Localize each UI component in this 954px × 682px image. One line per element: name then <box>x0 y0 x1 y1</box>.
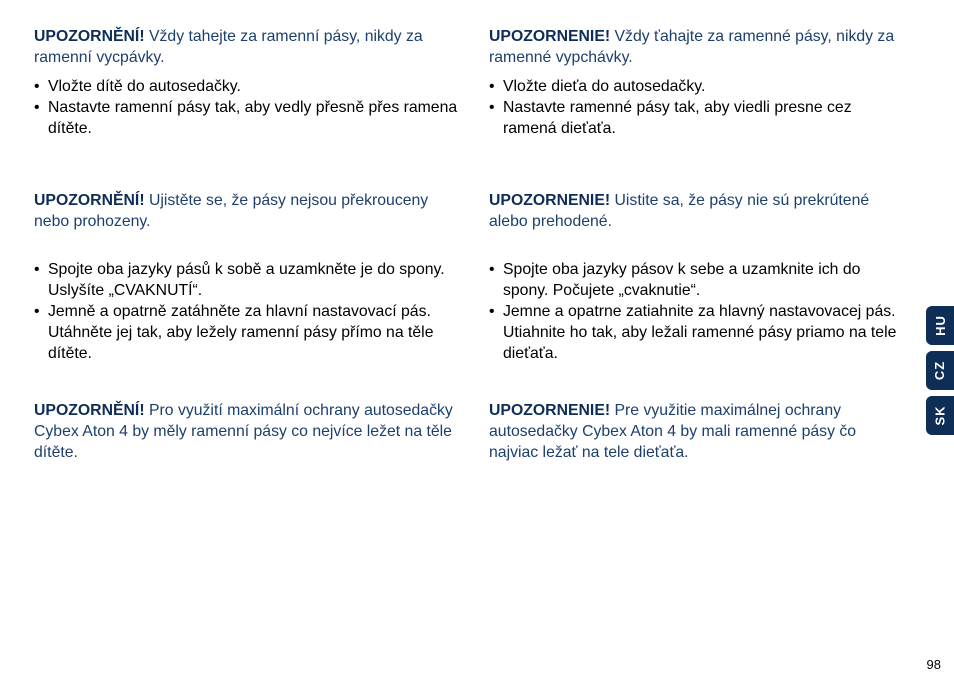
warning-text: Uistite sa, že pásy nie sú prekrútené alebo prehodené. <box>489 192 870 230</box>
warning-keyword: UPOZORNĚNÍ! <box>34 28 145 45</box>
cz-section-4 <box>34 400 464 463</box>
sk-bullet-list-2 <box>489 259 909 364</box>
warning-text: Vždy ťahajte za ramenné pásy, nikdy za ramenné vypchávky. <box>489 28 895 66</box>
sk-section-1 <box>489 26 909 139</box>
list-item: • Nastavte ramenní pásy tak, aby vedly přesně přes ramena dítěte. <box>34 97 464 139</box>
warning-keyword: UPOZORNENIE! <box>489 402 611 419</box>
cz-section-1 <box>34 26 464 139</box>
list-item: • Spojte oba jazyky pásů k sobě a uzamkněte je do spony. Uslyšíte „CVAKNUTÍ“. <box>34 259 464 301</box>
sk-warning-2 <box>489 190 909 232</box>
cz-warning-3 <box>34 400 464 463</box>
warning-text: Pre využitie maximálnej ochrany autosedačky Cybex Aton 4 by mali ramenné pásy čo najviac ležať na tele dieťaťa. <box>489 402 857 461</box>
warning-keyword: UPOZORNENIE! <box>489 192 611 209</box>
cz-section-3 <box>34 259 464 364</box>
cz-bullet-list-1 <box>34 76 464 139</box>
tab-label: CZ <box>932 360 948 381</box>
list-item: • Vložte dítě do autosedačky. <box>34 76 464 97</box>
list-item: • Vložte dieťa do autosedačky. <box>489 76 909 97</box>
warning-keyword: UPOZORNĚNÍ! <box>34 402 145 419</box>
sk-section-2 <box>489 190 909 232</box>
warning-text: Pro využití maximální ochrany autosedačky Cybex Aton 4 by měly ramenní pásy co nejvíce ležet na těle dítěte. <box>34 402 453 461</box>
list-item: • Jemně a opatrně zatáhněte za hlavní nastavovací pás. Utáhněte jej tak, aby ležely ramenní pásy přímo na těle dítěte. <box>34 301 464 364</box>
tab-cz[interactable] <box>926 351 954 390</box>
list-item: • Jemne a opatrne zatiahnite za hlavný nastavovacej pás. Utiahnite ho tak, aby ležali ramenné pásy priamo na tele dieťaťa. <box>489 301 909 364</box>
sk-bullet-list-1 <box>489 76 909 139</box>
cz-warning-1 <box>34 26 464 68</box>
language-tabs <box>926 306 954 441</box>
warning-keyword: UPOZORNENIE! <box>489 28 611 45</box>
tab-sk[interactable] <box>926 396 954 435</box>
cz-bullet-list-2 <box>34 259 464 364</box>
warning-text: Vždy tahejte za ramenní pásy, nikdy za ramenní vycpávky. <box>34 28 423 66</box>
tab-label: SK <box>932 405 948 426</box>
sk-warning-3 <box>489 400 909 463</box>
warning-keyword: UPOZORNĚNÍ! <box>34 192 145 209</box>
sk-warning-1 <box>489 26 909 68</box>
list-item: • Nastavte ramenné pásy tak, aby viedli presne cez ramená dieťaťa. <box>489 97 909 139</box>
page-number: 98 <box>926 657 941 672</box>
cz-warning-2 <box>34 190 464 232</box>
cz-section-2 <box>34 190 464 232</box>
warning-text: Ujistěte se, že pásy nejsou překrouceny nebo prohozeny. <box>34 192 429 230</box>
sk-section-4 <box>489 400 909 463</box>
sk-section-3 <box>489 259 909 364</box>
list-item: • Spojte oba jazyky pásov k sebe a uzamknite ich do spony. Počujete „cvaknutie“. <box>489 259 909 301</box>
tab-label: HU <box>932 315 948 336</box>
tab-hu[interactable] <box>926 306 954 345</box>
